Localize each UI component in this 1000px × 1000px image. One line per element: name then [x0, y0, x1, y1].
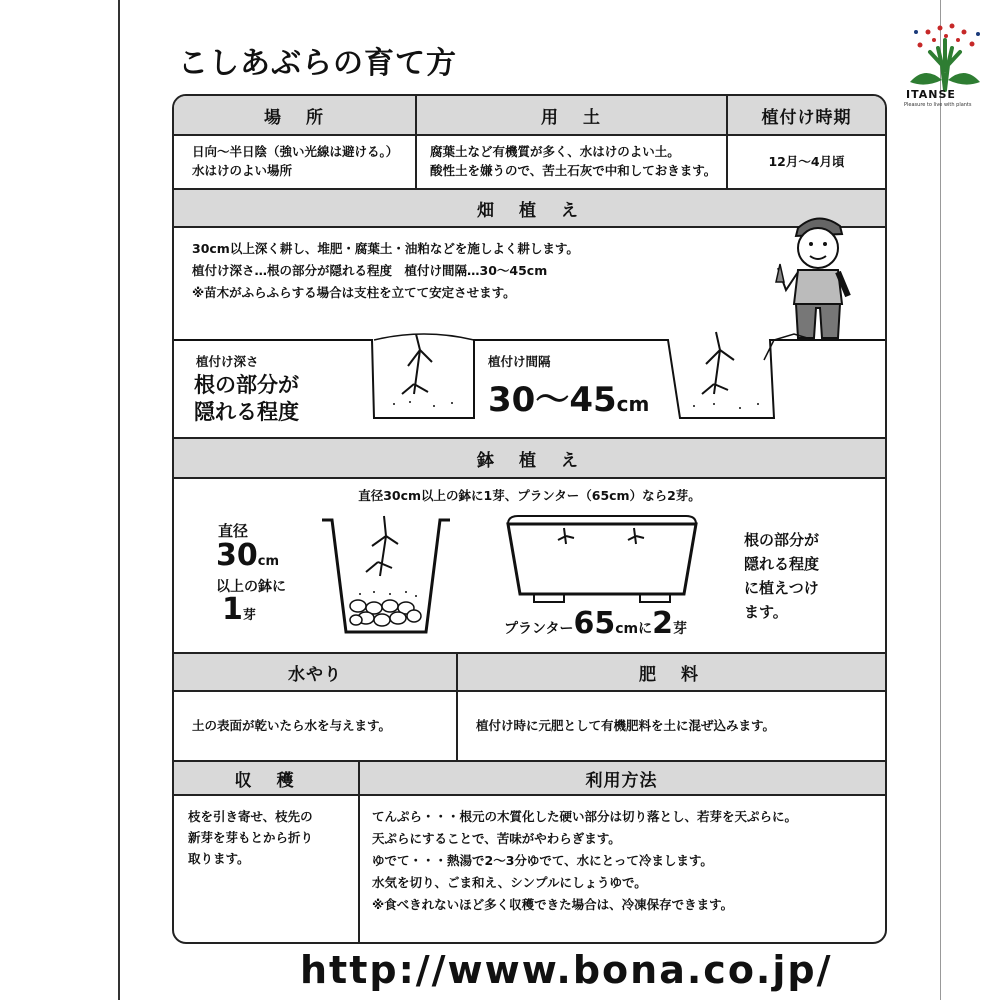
- harvest-text: 枝を引き寄せ、枝先の 新芽を芽もとから折り 取ります。: [188, 809, 314, 866]
- pot-planting-header: 鉢 植 え: [174, 439, 885, 479]
- divider: [456, 654, 458, 760]
- fertilizer-header: 肥 料: [639, 664, 702, 685]
- logo-tagline: Pleasure to live with plants: [904, 102, 972, 108]
- usage-header: 利用方法: [585, 770, 658, 791]
- planter-caption: プランター65cmに2芽: [504, 606, 687, 641]
- page-left-edge: [118, 0, 120, 1000]
- page-title: こしあぶらの育て方: [178, 46, 457, 81]
- field-depth-label: 植付け深さ: [196, 354, 259, 369]
- pot-planting-note: 根の部分が 隠れる程度 に植えつけ ます。: [744, 531, 820, 621]
- place-text: 日向～半日陰（強い光線は避ける。） 水はけのよい場所: [192, 144, 399, 178]
- divider: [358, 762, 360, 942]
- care-guide-sheet: [172, 94, 887, 944]
- divider: [726, 96, 728, 188]
- usage-text: てんぷら・・・根元の木質化した硬い部分は切り落とし、若芽を天ぷらに。 天ぷらにすることで、苦味がやわらぎます。 ゆでて・・・熱湯で2～3分ゆでて、水にとって冷まします。 水気を切り、ごま和え、シンプルにしょうゆで。 ※食べきれないほど多く収穫できた場合は、冷凍保存できます。: [372, 809, 798, 912]
- pot-illustration: [316, 506, 456, 636]
- watering-header: 水やり: [288, 664, 342, 685]
- divider: [415, 96, 417, 188]
- soil-text: 腐葉土など有機質が多く、水はけのよい土。 酸性土を嫌うので、苦土石灰で中和しておきます。: [430, 144, 717, 178]
- field-spacing-value: 30～45cm: [488, 380, 650, 420]
- harvest-header: 収 穫: [234, 770, 298, 791]
- fertilizer-text: 植付け時に元肥として有機肥料を土に混ぜ込みます。: [476, 718, 776, 733]
- page-right-edge: [940, 0, 941, 1000]
- watering-text: 土の表面が乾いたら水を与えます。: [192, 718, 392, 733]
- planting-time-header: 植付け時期: [761, 107, 852, 128]
- field-planting-header: 畑 植 え: [174, 190, 885, 228]
- field-spacing-label: 植付け間隔: [488, 354, 551, 369]
- field-depth-value: 根の部分が 隠れる程度: [194, 373, 299, 424]
- place-header: 場 所: [264, 107, 327, 128]
- planter-illustration: [504, 514, 700, 604]
- pot-planting-intro: 直径30cm以上の鉢に1芽、プランター（65cm）なら2芽。: [358, 488, 701, 503]
- pot-diameter-label: 直径: [218, 522, 249, 540]
- pot-diameter-suffix: 以上の鉢に: [216, 579, 286, 595]
- logo-brand: ITANSE: [906, 88, 956, 101]
- soil-header: 用 土: [541, 107, 604, 128]
- pot-diameter-value: 30cm: [216, 538, 280, 573]
- field-planting-text: 30cm以上深く耕し、堆肥・腐葉土・油粕などを施しよく耕します。 植付け深さ…根の部分が隠れる程度 植付け間隔…30～45cm ※苗木がふらふらする場合は支柱を立てて安定させます。: [192, 241, 579, 300]
- website-url: http://www.bona.co.jp/: [300, 948, 833, 992]
- pot-count: 1芽: [222, 592, 256, 627]
- planting-time-text: 12月～4月頃: [768, 154, 845, 169]
